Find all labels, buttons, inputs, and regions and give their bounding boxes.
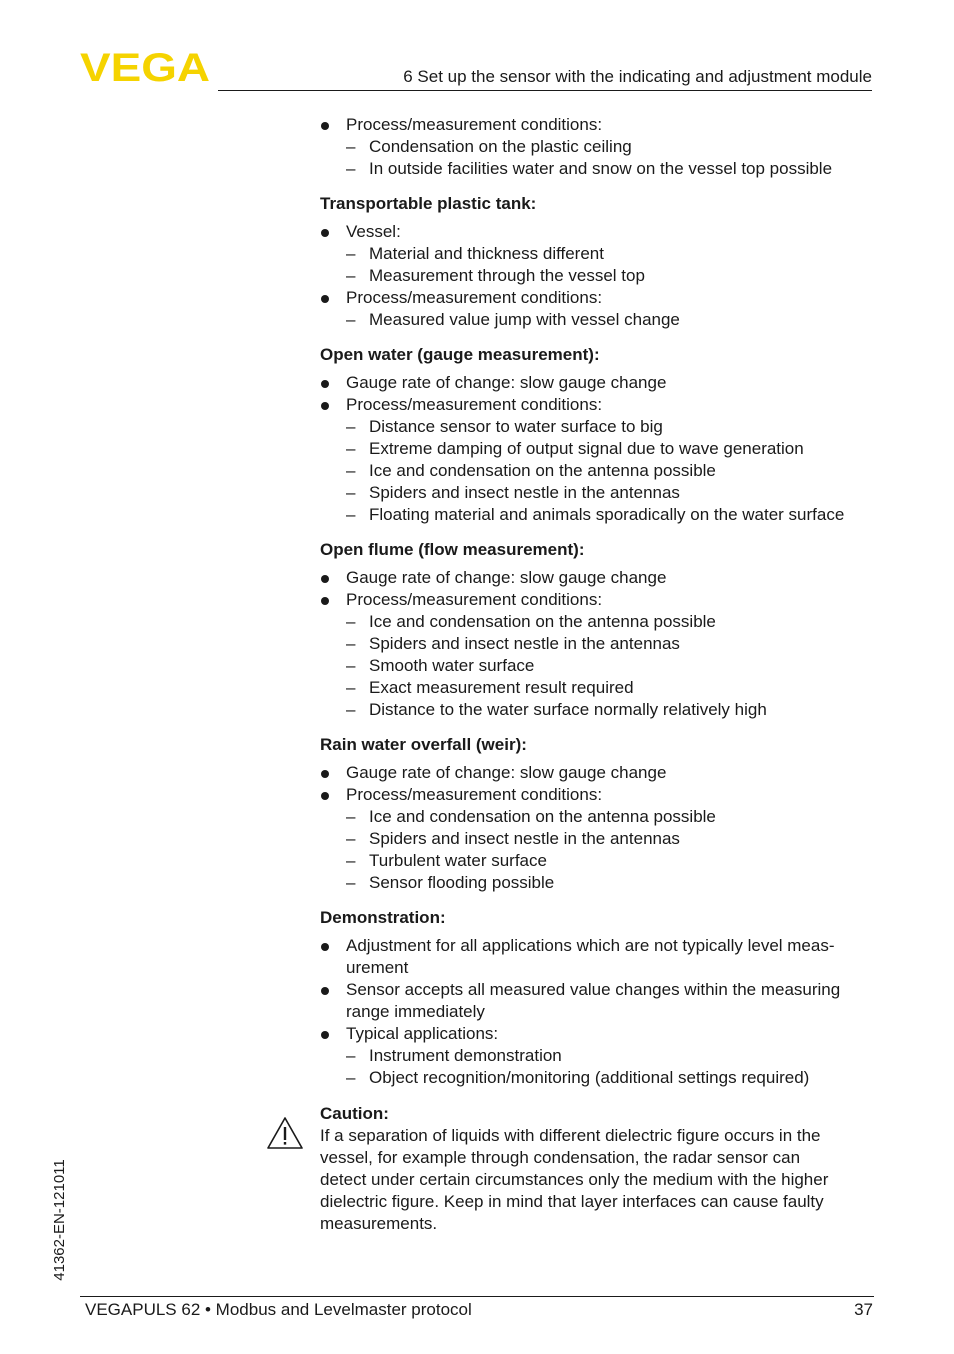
bullet-item: Process/measurement conditions: <box>320 784 876 806</box>
caution-text: detect under certain circumstances only the medium with the higher <box>320 1170 829 1189</box>
caution-title: Caution: <box>320 1104 389 1123</box>
footer-rule <box>80 1296 874 1297</box>
bullet-item-continuation: urement <box>346 958 409 977</box>
caution-text: If a separation of liquids with different dielectric figure occurs in the <box>320 1126 821 1145</box>
bullet-item: Gauge rate of change: slow gauge change <box>320 372 876 394</box>
bullet-item: Vessel: <box>320 221 876 243</box>
dash-item: – Turbulent water surface <box>320 850 876 872</box>
bullet-item: Adjustment for all applications which are not typically level meas- <box>320 935 876 957</box>
section-heading: Rain water overfall (weir): <box>320 735 527 754</box>
dash-item: – Ice and condensation on the antenna possible <box>320 460 876 482</box>
dash-item: – Object recognition/monitoring (additional settings required) <box>320 1067 876 1089</box>
dash-item: – Floating material and animals sporadically on the water surface <box>320 504 876 526</box>
dash-item: – Instrument demonstration <box>320 1045 876 1067</box>
caution-text: measurements. <box>320 1214 438 1233</box>
chapter-title: 6 Set up the sensor with the indicating and adjustment module <box>403 67 872 86</box>
bullet-item: Gauge rate of change: slow gauge change <box>320 762 876 784</box>
dash-item: – Exact measurement result required <box>320 677 876 699</box>
dash-item: – In outside facilities water and snow on the vessel top possible <box>320 158 876 180</box>
caution-text: dielectric figure. Keep in mind that layer interfaces can cause faulty <box>320 1192 824 1211</box>
dash-item: – Smooth water surface <box>320 655 876 677</box>
logo-text: VEGA <box>80 50 210 84</box>
dash-item: – Material and thickness different <box>320 243 876 265</box>
section-heading: Open flume (flow measurement): <box>320 540 585 559</box>
page-number: 37 <box>854 1300 873 1319</box>
section-heading: Transportable plastic tank: <box>320 194 537 213</box>
page-body <box>320 114 876 1089</box>
dash-item: – Sensor flooding possible <box>320 872 876 894</box>
caution-text: vessel, for example through condensation, the radar sensor can <box>320 1148 801 1167</box>
warning-triangle-icon <box>266 1116 304 1150</box>
dash-item: – Spiders and insect nestle in the antennas <box>320 633 876 655</box>
bullet-item: Sensor accepts all measured value changes within the measuring <box>320 979 876 1001</box>
caution-note <box>320 1103 876 1235</box>
header-rule <box>218 90 872 91</box>
section-heading: Open water (gauge measurement): <box>320 345 600 364</box>
bullet-item: Process/measurement conditions: <box>320 287 876 309</box>
bullet-item: Process/measurement conditions: <box>320 114 876 136</box>
dash-item: – Condensation on the plastic ceiling <box>320 136 876 158</box>
bullet-item: Process/measurement conditions: <box>320 394 876 416</box>
dash-item: – Spiders and insect nestle in the antennas <box>320 828 876 850</box>
bullet-item: Process/measurement conditions: <box>320 589 876 611</box>
bullet-item-continuation: range immediately <box>346 1002 485 1021</box>
bullet-item: Typical applications: <box>320 1023 876 1045</box>
document-code-text: 41362-EN-121011 <box>51 1159 68 1281</box>
dash-item: – Measured value jump with vessel change <box>320 309 876 331</box>
vega-logo <box>80 50 212 84</box>
dash-item: – Measurement through the vessel top <box>320 265 876 287</box>
section-heading: Demonstration: <box>320 908 446 927</box>
bullet-item: Gauge rate of change: slow gauge change <box>320 567 876 589</box>
dash-item: – Ice and condensation on the antenna possible <box>320 806 876 828</box>
dash-item: – Distance sensor to water surface to big <box>320 416 876 438</box>
footer-product: VEGAPULS 62 • Modbus and Levelmaster protocol <box>85 1300 472 1319</box>
dash-item: – Extreme damping of output signal due to wave generation <box>320 438 876 460</box>
dash-item: – Ice and condensation on the antenna possible <box>320 611 876 633</box>
dash-item: – Spiders and insect nestle in the antennas <box>320 482 876 504</box>
dash-item: – Distance to the water surface normally relatively high <box>320 699 876 721</box>
